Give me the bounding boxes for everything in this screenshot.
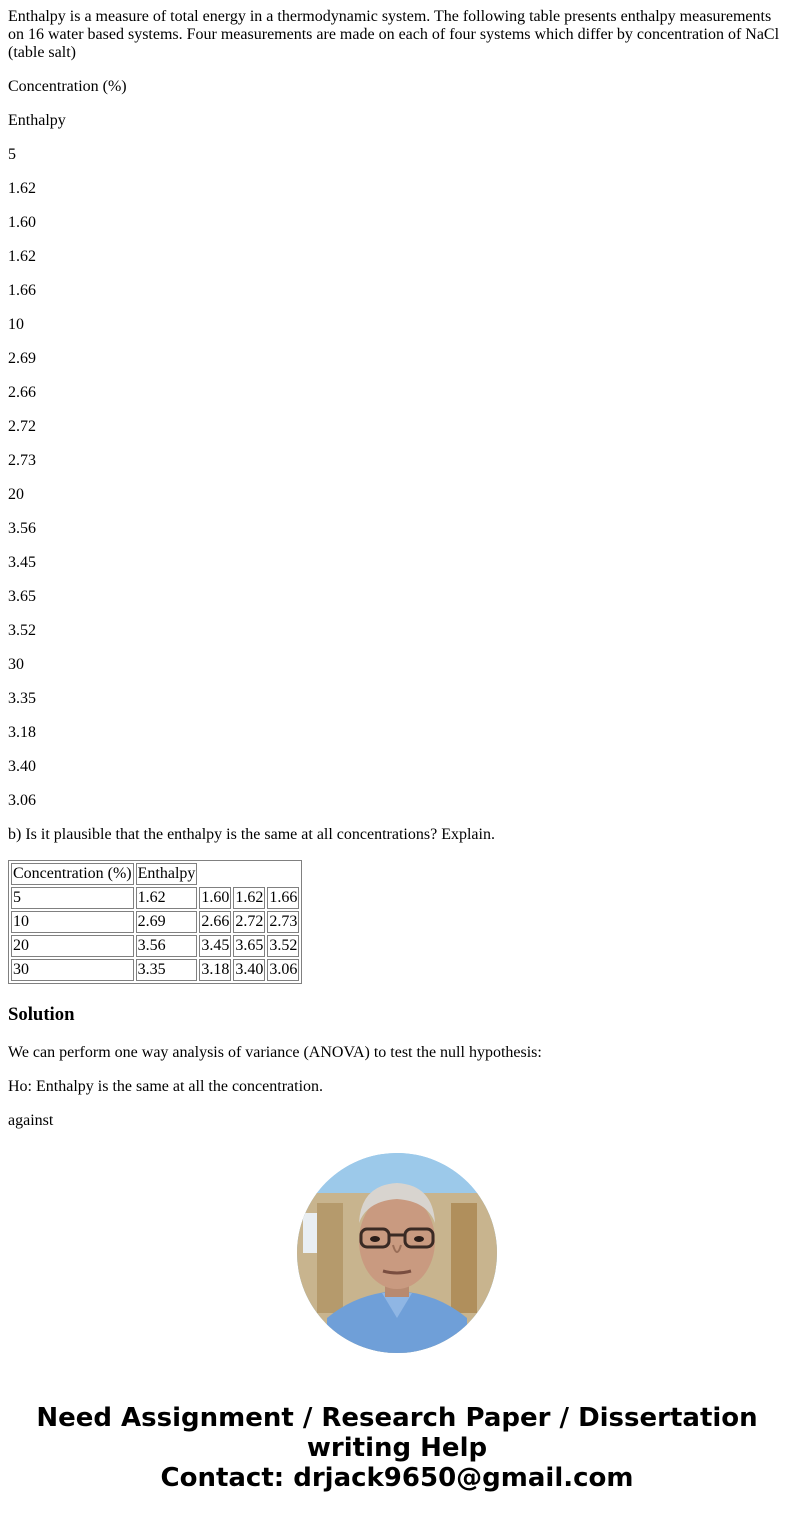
table-cell: 2.69 — [136, 911, 198, 933]
author-avatar — [297, 1153, 497, 1353]
list-item: 3.06 — [8, 792, 36, 809]
list-item: 2.66 — [8, 384, 36, 401]
table-cell: 1.66 — [267, 887, 299, 909]
table-cell: 3.06 — [267, 959, 299, 981]
table-cell: 2.73 — [267, 911, 299, 933]
list-item: 1.60 — [8, 214, 36, 231]
list-item: 10 — [8, 316, 24, 333]
table-cell: 3.40 — [233, 959, 265, 981]
list-item: 3.35 — [8, 690, 36, 707]
solution-paragraph: We can perform one way analysis of variance (ANOVA) to test the null hypothesis: — [8, 1044, 542, 1061]
table-header-row — [11, 863, 299, 885]
null-hypothesis: Ho: Enthalpy is the same at all the concentration. — [8, 1078, 324, 1095]
list-item: Enthalpy — [8, 112, 66, 129]
table-cell: 2.66 — [199, 911, 231, 933]
table-row — [11, 911, 299, 933]
list-item: 3.56 — [8, 520, 36, 537]
table-row — [11, 887, 299, 909]
promo-banner — [0, 1403, 794, 1493]
list-item: 20 — [8, 486, 24, 503]
solution-heading: Solution — [8, 1004, 75, 1025]
list-item: 1.62 — [8, 180, 36, 197]
table-cell: 30 — [11, 959, 134, 981]
table-cell: 1.62 — [136, 887, 198, 909]
table-header-cell: Concentration (%) — [11, 863, 134, 885]
list-item: 3.65 — [8, 588, 36, 605]
table-cell: 3.18 — [199, 959, 231, 981]
table-cell: 10 — [11, 911, 134, 933]
table-cell: 3.45 — [199, 935, 231, 957]
table-cell: 5 — [11, 887, 134, 909]
list-item: 2.72 — [8, 418, 36, 435]
table-cell: 1.60 — [199, 887, 231, 909]
table-cell: 20 — [11, 935, 134, 957]
list-item: 30 — [8, 656, 24, 673]
list-item: 3.45 — [8, 554, 36, 571]
promo-line: Need Assignment / Research Paper / Dissertation — [36, 1403, 758, 1433]
table-header-cell: Enthalpy — [136, 863, 198, 885]
question-b: b) Is it plausible that the enthalpy is the same at all concentrations? Explain. — [8, 826, 495, 843]
person-portrait-icon — [297, 1153, 497, 1353]
list-item: 3.40 — [8, 758, 36, 775]
table-cell: 3.56 — [136, 935, 198, 957]
list-item: 2.69 — [8, 350, 36, 367]
solution-against: against — [8, 1112, 54, 1129]
table-cell: 1.62 — [233, 887, 265, 909]
list-item: 3.52 — [8, 622, 36, 639]
list-item: 3.18 — [8, 724, 36, 741]
document-body — [8, 8, 786, 1146]
table-cell: 3.65 — [233, 935, 265, 957]
promo-contact: Contact: drjack9650@gmail.com — [160, 1463, 634, 1493]
list-item: Concentration (%) — [8, 78, 127, 95]
problem-intro: Enthalpy is a measure of total energy in a thermodynamic system. The following table presents enthalpy measurements on 16 water based systems. Four measurements are made on each of four systems which differ by concentration of NaCl (table salt) — [8, 8, 780, 61]
table-row — [11, 959, 299, 981]
enthalpy-table — [8, 860, 302, 984]
table-cell: 2.72 — [233, 911, 265, 933]
table-cell: 3.52 — [267, 935, 299, 957]
list-item: 1.66 — [8, 282, 36, 299]
table-row — [11, 935, 299, 957]
promo-line: writing Help — [306, 1433, 488, 1463]
list-item: 2.73 — [8, 452, 36, 469]
list-item: 1.62 — [8, 248, 36, 265]
table-cell: 3.35 — [136, 959, 198, 981]
flat-value-list — [8, 78, 786, 810]
list-item: 5 — [8, 146, 16, 163]
